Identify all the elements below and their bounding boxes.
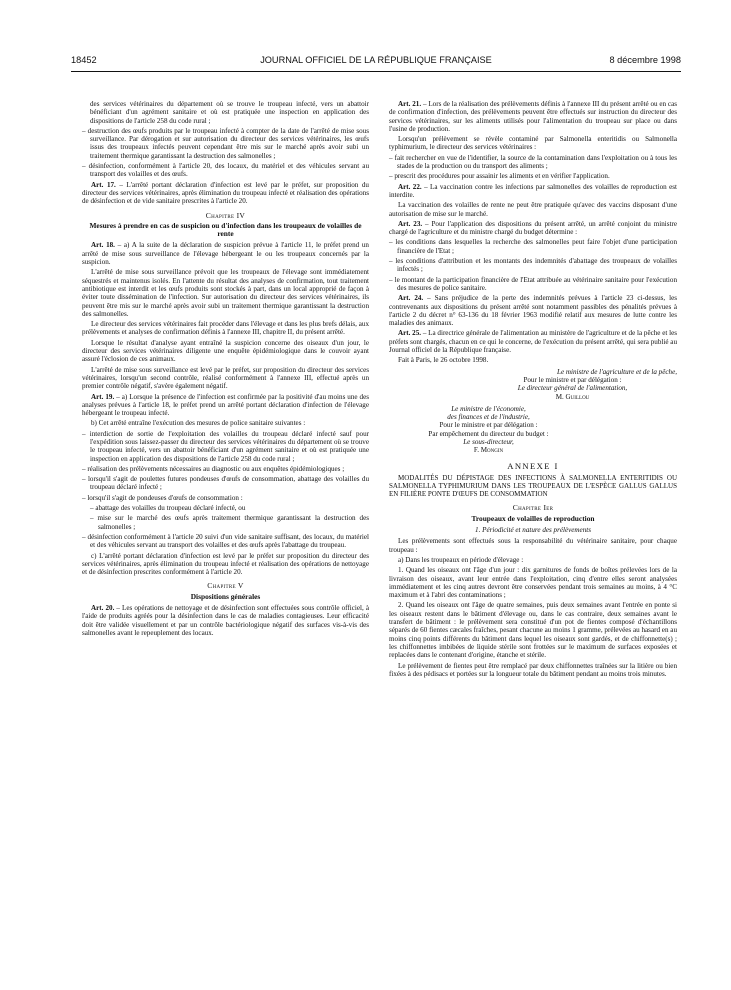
chapter-heading: Chapitre V [207,581,244,591]
article-label: Art. 17. [91,180,116,189]
signature-line: Le ministre de l'agriculture et de la pêche, [557,367,677,376]
paragraph: 1. Quand les oiseaux ont l'âge d'un jour : dix garnitures de fonds de boîtes prélevées lors de la livraison des oiseaux, avant leur entrée dans l'exploitation, cinq d'entre elles seront analysées immédiatement et les cinq autres devront être conservées pendant trois semaines au moins, à 4 °C maximum et à l'abri des contaminations ; [389,566,677,600]
list-item: – fait rechercher en vue de l'identifier, la source de la contamination dans l'exploitation ou à tous les stades de la production ou du transport des aliments ; [389,153,677,171]
article-text: – a) A la suite de la déclaration de suspicion prévue à l'article 11, le préfet prend un arrêté de mise sous surveillance de l'élevage hébergeant le ou les troupeaux concernés par la suspicion. [82,241,369,267]
signing-place-date: Fait à Paris, le 26 octobre 1998. [398,356,489,365]
signature-block-economy [389,405,579,455]
signature-block-agriculture [389,368,677,401]
paragraph: L'arrêté de mise sous surveillance prévoit que les troupeaux de l'élevage sont immédiatement séquestrés et maintenus isolés. En l'attente du résultat des analyses de confirmation, tout traitement antibiotique est interdit et les œufs produits sont stockés à part, dans un local approprié de façon à éviter toute dissémination de l'infection. Sur autorisation du directeur des services vétérinaires, ils peuvent être mis sur le marché après avoir subi un traitement thermique garantissant la destruction des salmonelles. [82,268,369,318]
list-item: – le montant de la participation financière de l'Etat attribuée au vétérinaire sanitaire pour l'exécution des mesures de police sanitaire. [389,275,677,292]
article-label: Art. 18. [91,241,115,250]
chapter-title: Dispositions générales [190,591,261,601]
signatory-name: M. Guillou [555,392,590,401]
list-item: – abattage des volailles du troupeau déclaré infecté, ou [90,504,246,513]
article-24 [389,294,677,327]
chapter-title: Mesures à prendre en cas de suspicion ou d'infection dans les troupeaux de volailles de rente [89,220,362,239]
header-rule [71,71,681,72]
article-25 [389,329,677,354]
left-column [82,100,369,639]
paragraph: 2. Quand les oiseaux ont l'âge de quatre semaines, puis deux semaines avant l'entrée en ponte si les oiseaux restent dans le bâtiment d'élevage ou, dans le cas contraire, deux semaines avant le transfert de bâtiment : le prélèvement sera constitué d'un pot de fientes composé d'échantillons séparés de 60 fientes cæcales fraîches, pesant chacune au moins 1 gramme, prélevées au hasard en au moins cinq points différents du bâtiment dans lequel les oiseaux sont gardés, et de chiffonnette(s) ; les chiffonnettes imbibées de liquide stérile sont frottées sur le maximum de surfaces exposées et replacées dans le contenant d'origine, étanche et stérile. [389,601,677,660]
article-23 [389,220,677,237]
journal-title: JOURNAL OFFICIEL DE LA RÉPUBLIQUE FRANÇAISE [260,55,492,65]
article-label: Art. 21. [398,100,422,108]
paragraph: Le prélèvement de fientes peut être remplacé par deux chiffonnettes traînées sur la litière ou bien fixées à des pédisacs et portées sur la longueur totale du bâtiment pendant au moins trois minutes. [389,661,677,678]
article-label: Art. 24. [398,294,424,303]
article-17 [82,181,369,206]
list-item: – prescrit des procédures pour assainir les aliments et en vérifier l'application. [389,172,610,181]
signature-line: Le ministre de l'économie, [451,404,526,413]
article-22 [389,183,677,200]
paragraph: L'arrêté de mise sous surveillance est levé par le préfet, sur proposition du directeur des services vétérinaires, lorsqu'un second contrôle, réalisé conformément à l'annexe III, effectué après un premier contrôle négatif, s'avère également négatif. [82,365,369,391]
article-label: Art. 23. [398,219,423,228]
right-column [389,100,677,680]
list-item: – réalisation des prélèvements nécessaires au diagnostic ou aux enquêtes épidémiologiques ; [82,464,345,473]
list-item: – mise sur le marché des œufs après traitement thermique garantissant la destruction des salmonelles ; [90,514,369,531]
list-item: – lorsqu'il s'agit de poulettes futures pondeuses d'œufs de consommation, abattage des volailles du troupeau déclaré infecté ; [82,475,369,492]
paragraph: des services vétérinaires du département où se trouve le troupeau infecté, vers un abattoir bénéficiant d'un agrément sanitaire et où est pratiquée une inspection en application des dispositions de l'article 258 du code rural ; [90,100,369,125]
chapter-heading: Chapitre Ier [512,503,554,513]
paragraph: c) L'arrêté portant déclaration d'infection est levé par le préfet sur proposition du directeur des services vétérinaires, après élimination du troupeau infecté et réalisation des opérations de nettoyage et de désinfection prescrites conformément à l'article 20. [82,551,369,577]
article-21 [389,100,677,133]
article-text: – Pour l'application des dispositions du présent arrêté, un arrêté conjoint du ministre chargé de l'agriculture et du ministre chargé du budget détermine : [389,219,677,237]
list-item: – désinfection, conformément à l'article 20, des locaux, du matériel et des véhicules servant au transport des volailles et des œufs. [82,162,369,179]
signature-line: Pour le ministre et par délégation : [439,421,538,430]
article-20 [82,604,369,637]
chapter-title: Troupeaux de volailles de reproduction [471,513,595,523]
signature-line: Par empêchement du directeur du budget : [428,429,549,438]
chapter-heading: Chapitre IV [205,210,246,220]
annex-subtitle: MODALITÉS DU DÉPISTAGE DES INFECTIONS À SALMONELLA ENTERITIDIS OU SALMONELLA TYPHIMURIUM DANS LES TROUPEAUX DE L'ESPÈCE GALLUS GALLUS EN FILIÈRE PONTE D'ŒUFS DE CONSOMMATION [389,473,677,499]
article-19 [82,393,369,418]
list-item: – désinfection conformément à l'article 20 suivi d'un vide sanitaire suffisant, des locaux, du matériel et des véhicules servant au transport des volailles et des œufs après l'abattage du troupeau. [82,532,369,550]
page-number: 18452 [71,55,97,65]
list-item: – lorsqu'il s'agit de pondeuses d'œufs de consommation : [82,493,243,502]
list-item: – les conditions d'attribution et les montants des indemnités d'abattage des troupeaux de volailles infectés ; [389,257,677,274]
list-item: – destruction des œufs produits par le troupeau infecté à compter de la date de l'arrêté de mise sous surveillance. Par dérogation et sur autorisation du directeur des services vétérinaires, les œufs issus des troupeaux infectés peuvent cependant être mis sur le marché après avoir subi un traitement thermique garantissant la destruction des salmonelles ; [82,126,369,160]
list-item: – les conditions dans lesquelles la recherche des salmonelles peut faire l'objet d'une participation financière de l'Etat ; [389,238,677,255]
paragraph: b) Cet arrêté entraîne l'exécution des mesures de police sanitaire suivantes : [91,419,306,428]
list-item: – interdiction de sortie de l'exploitation des volailles du troupeau déclaré infecté sauf pour l'expédition sous laissez-passer du directeur des services vétérinaires du département où se trouve le troupeau infecté, vers un abattoir bénéficiant d'un agrément sanitaire et où est pratiquée une inspection en application des dispositions de l'article 258 du code rural ; [82,429,369,463]
article-18 [82,241,369,266]
article-text: – Sans préjudice de la perte des indemnités prévues à l'article 23 ci-dessus, les contrevenants aux dispositions du présent arrêté sont notamment passibles des pénalités prévues à l'article 2 du décret n° 63-136 du 18 février 1963 modifié relatif aux mesures de lutte contre les maladies des animaux. [389,294,677,328]
article-text: – Les opérations de nettoyage et de désinfection sont effectuées sous contrôle officiel, à l'aide de produits agréés pour la désinfection dans le cas de maladies contagieuses. Leur efficacité doit être validée visuellement et par un contrôle bactériologique négatif des surfaces vis-à-vis des salmonelles avant le repeuplement des locaux. [82,604,369,637]
paragraph: a) Dans les troupeaux en période d'élevage : [398,555,524,564]
annex-title: ANNEXE I [507,460,559,471]
signature-line: Le sous-directeur, [463,437,514,446]
article-label: Art. 22. [398,182,422,191]
page-header [71,55,681,69]
paragraph: Lorsqu'un prélèvement se révèle contaminé par Salmonella enteritidis ou Salmonella typhimurium, le directeur des services vétérinaires : [389,135,677,152]
paragraph: La vaccination des volailles de rente ne peut être pratiquée qu'avec des vaccins disposant d'une autorisation de mise sur le marché. [389,201,677,218]
article-label: Art. 25. [398,329,422,338]
paragraph: Lorsque le résultat d'analyse ayant entraîné la suspicion concerne des oiseaux d'un jour, le directeur des services vétérinaires diligente une enquête épidémiologique dans le couvoir ayant assuré l'éclosion de ces animaux. [82,338,369,364]
article-label: Art. 20. [91,604,115,613]
signature-line: des finances et de l'industrie, [447,413,530,422]
paragraph: Le directeur des services vétérinaires fait procéder dans l'élevage et dans les plus brefs délais, aux prélèvements et analyses de confirmation définis à l'annexe III, chapitre II, du présent arrêté. [82,320,369,337]
paragraph: Les prélèvements sont effectués sous la responsabilité du vétérinaire sanitaire, pour chaque troupeau : [389,537,677,554]
article-text: – La directrice générale de l'alimentation au ministère de l'agriculture et de la pêche et les préfets sont chargés, chacun en ce qui le concerne, de l'exécution du présent arrêté, qui sera publié au Journal officiel de la République française. [389,329,677,355]
article-text: – a) Lorsque la présence de l'infection est confirmée par la positivité d'au moins une des analyses prévues à l'article 18, le préfet prend un arrêté portant déclaration d'infection de l'élevage hébergeant le troupeau infecté. [82,392,369,418]
article-text: – L'arrêté portant déclaration d'infection est levé par le préfet, sur proposition du directeur des services vétérinaires, après élimination du troupeau infecté et réalisation des opérations de désinfection et de vide sanitaire prescrites à l'article 20. [82,180,369,206]
signatory-name: F. Mongin [473,446,504,455]
signature-line: Pour le ministre et par délégation : [523,375,622,384]
signature-line: Le directeur général de l'alimentation, [517,384,628,393]
section-heading: 1. Périodicité et nature des prélèvements [475,526,591,535]
article-text: – Lors de la réalisation des prélèvements définis à l'annexe III du présent arrêté ou en cas de confirmation d'infection, des prélèvements peuvent être effectués sur instruction du directeur des services vétérinaires, sur les aliments utilisés pour l'alimentation du troupeau sur place ou dans l'usine de production. [389,100,677,133]
issue-date: 8 décembre 1998 [609,55,681,65]
article-label: Art. 19. [91,392,115,401]
article-text: – La vaccination contre les infections par salmonelles des volailles de reproduction est interdite. [389,182,677,199]
